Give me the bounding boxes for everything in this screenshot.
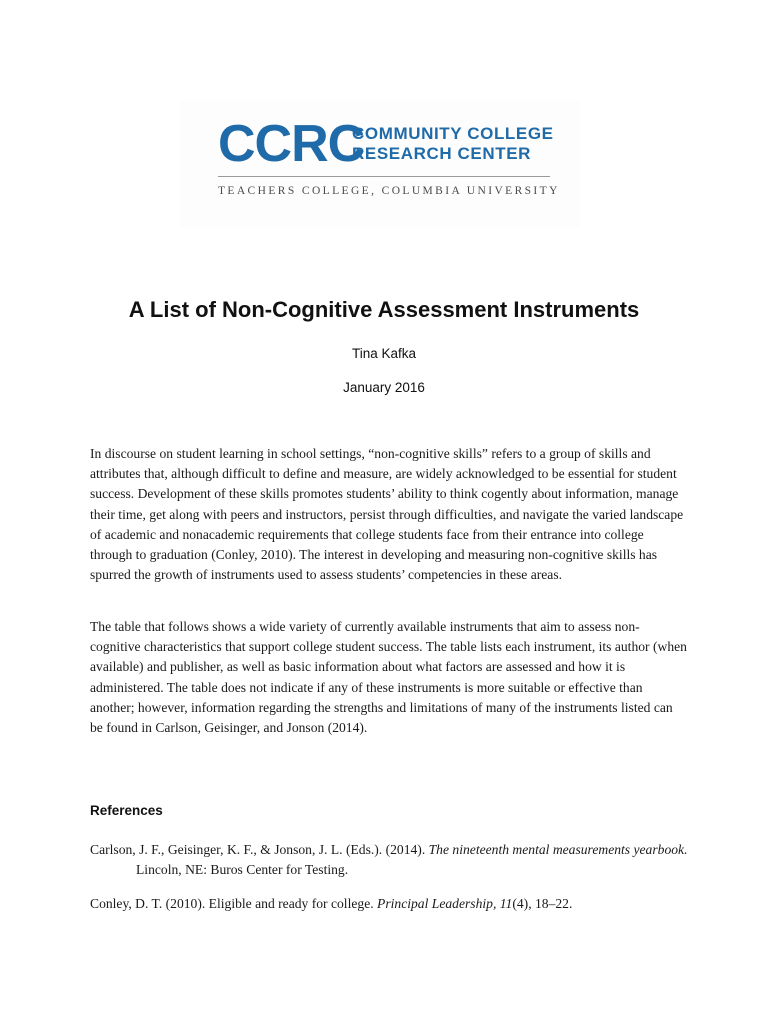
references-heading: References	[90, 803, 163, 818]
reference-text: Conley, D. T. (2010). Eligible and ready for college.	[90, 896, 378, 911]
reference-text: Lincoln, NE: Buros Center for Testing.	[136, 862, 349, 877]
reference-title: The nineteenth mental measurements yearbook.	[428, 842, 688, 857]
logo-divider	[218, 176, 550, 177]
publication-date: January 2016	[343, 380, 425, 395]
reference-text: Carlson, J. F., Geisinger, K. F., & Jonson, J. L. (Eds.). (2014).	[90, 842, 429, 857]
reference-text: (4), 18–22.	[512, 896, 573, 911]
intro-paragraph-2: The table that follows shows a wide variety of currently available instruments that aim to assess non-cognitive characteristics that support college student success. The table lists each instrument, its author (when available) and publisher, as well as basic information about what factors are assessed and how it is administered. The table does not indicate if any of these instruments is more suitable or effective than another; however, information regarding the strengths and limitations of many of the instruments listed can be found in Carlson, Geisinger, and Jonson (2014).	[90, 619, 687, 736]
org-name-line1: COMMUNITY COLLEGE	[352, 124, 554, 143]
reference-item	[90, 840, 688, 880]
reference-item	[90, 894, 688, 914]
logo-mark: CCRC	[218, 115, 365, 173]
document-title: A List of Non-Cognitive Assessment Instruments	[128, 297, 640, 322]
author: Tina Kafka	[351, 346, 417, 361]
intro-paragraph-1: In discourse on student learning in school settings, “non-cognitive skills” refers to a group of skills and attributes that, although difficult to define and measure, are widely acknowledged to be essential for student success. Development of these skills promotes students’ ability to think cogently about information, manage their time, get along with peers and instructors, persist through difficulties, and navigate the varied landscape of academic and nonacademic requirements that college students face from their entrance into college through to graduation (Conley, 2010). The interest in developing and measuring non-cognitive skills has spurred the growth of instruments used to assess students’ competencies in these areas.	[90, 446, 684, 583]
org-name-line2: RESEARCH CENTER	[352, 144, 532, 163]
org-name	[352, 124, 554, 164]
affiliation: TEACHERS COLLEGE, COLUMBIA UNIVERSITY	[218, 185, 560, 197]
reference-title: Principal Leadership, 11	[377, 896, 513, 911]
ccrc-logo	[180, 100, 580, 228]
